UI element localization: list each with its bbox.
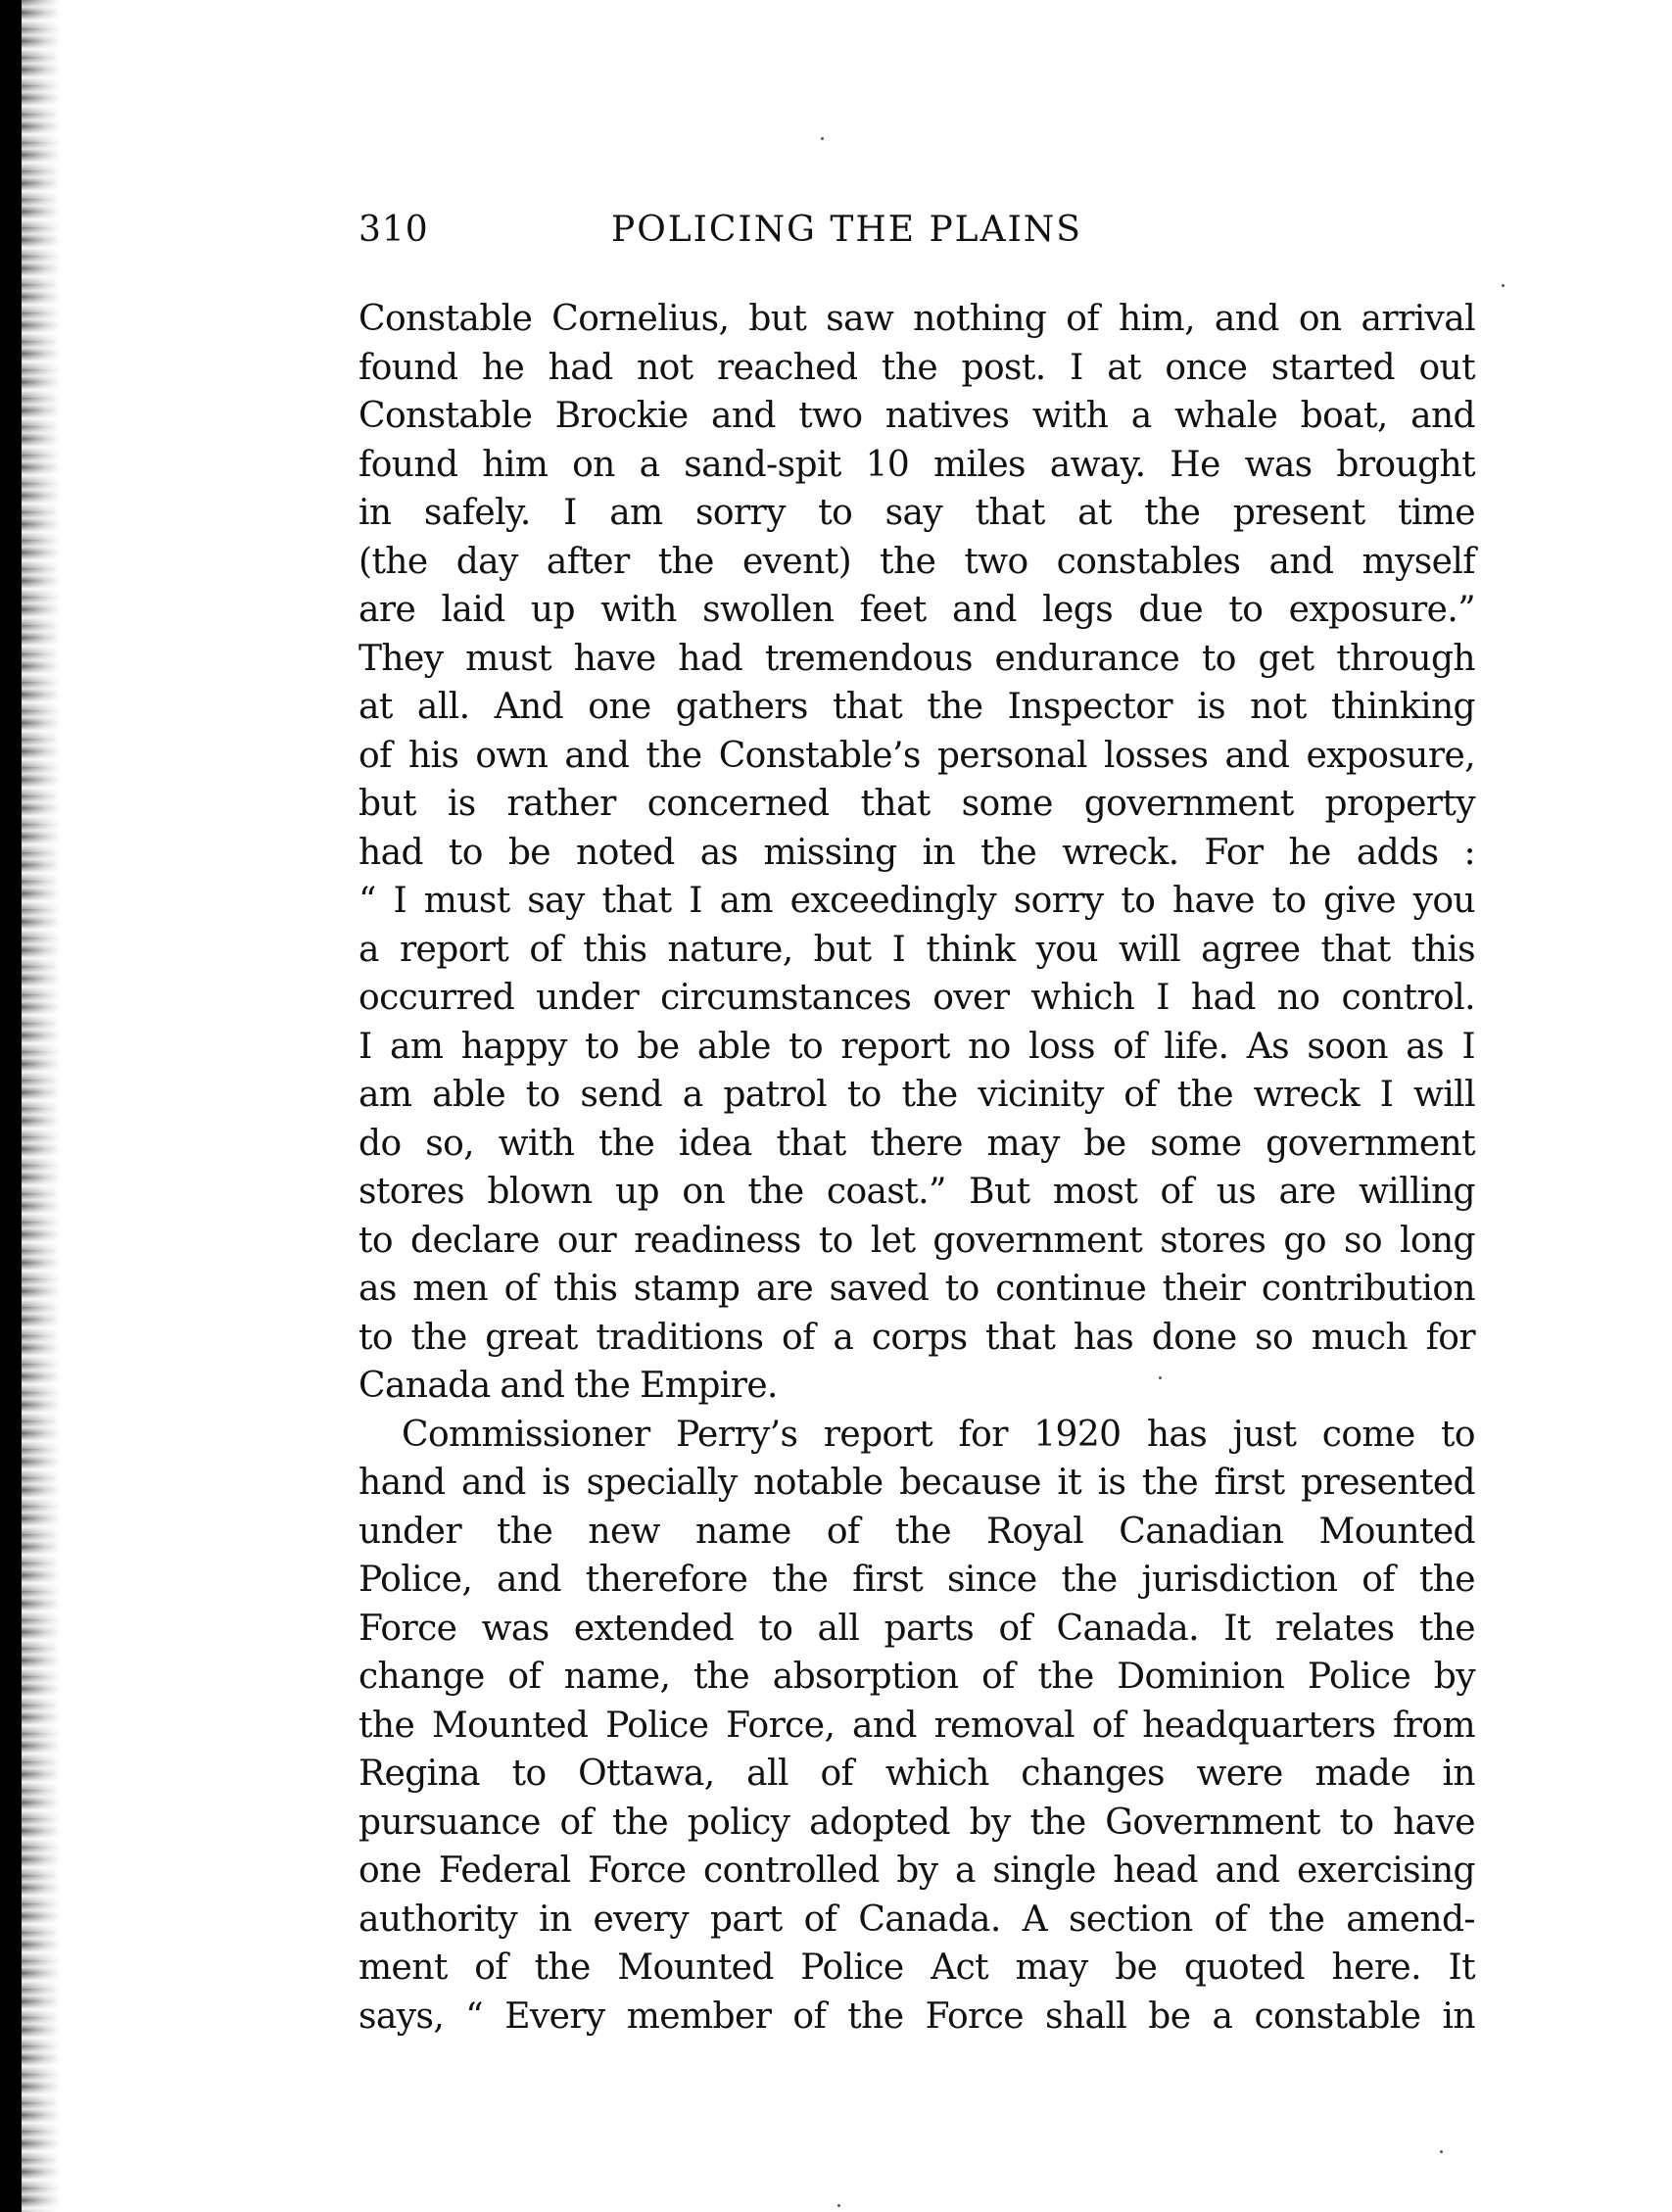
text-line: Commissioner Perry’s report for 1920 has just come to — [402, 1414, 1475, 1455]
text-line: stores blown up on the coast.” But most of us are willing — [358, 1172, 1475, 1212]
paragraph-1 — [358, 295, 1475, 1411]
text-line: hand and is specially notable because it is the first presented — [358, 1463, 1475, 1503]
text-line: of his own and the Constable’s personal losses and exposure, — [358, 735, 1475, 776]
text-line: Canada and the Empire. — [358, 1366, 778, 1406]
text-line: Constable Brockie and two natives with a whale boat, and — [358, 396, 1475, 436]
text-line: had to be noted as missing in the wreck. For he adds : — [358, 832, 1475, 873]
text-line: occurred under circumstances over which I had no control. — [358, 978, 1475, 1018]
text-line: I am happy to be able to report no loss of life. As soon as I — [358, 1026, 1475, 1067]
text-line: found him on a sand-spit 10 miles away. He was brought — [358, 444, 1475, 485]
text-line: at all. And one gathers that the Inspector is not thinking — [358, 687, 1475, 727]
body-text — [358, 295, 1475, 2041]
running-title: POLICING THE PLAINS — [611, 210, 1082, 250]
text-line: one Federal Force controlled by a single head and exercising — [358, 1851, 1475, 1891]
text-line: change of name, the absorption of the Dominion Police by — [358, 1657, 1475, 1697]
text-line: Regina to Ottawa, all of which changes were made in — [358, 1754, 1475, 1794]
paragraph-2 — [358, 1411, 1475, 2042]
text-line: Constable Cornelius, but saw nothing of him, and on arrival — [358, 299, 1475, 339]
text-line: (the day after the event) the two constables and myself — [358, 541, 1475, 582]
book-page — [358, 201, 1475, 2041]
text-line: ment of the Mounted Police Act may be quoted here. It — [358, 1948, 1475, 1988]
running-head — [358, 201, 1475, 260]
text-line: under the new name of the Royal Canadian Mounted — [358, 1511, 1475, 1552]
text-line: found he had not reached the post. I at once started out — [358, 347, 1475, 388]
scanned-binding-edge — [0, 0, 22, 2212]
text-line: am able to send a patrol to the vicinity of the wreck I will — [358, 1075, 1475, 1115]
text-line: says, “ Every member of the Force shall be a constable in — [358, 1996, 1475, 2037]
text-line: Force was extended to all parts of Canada. It relates the — [358, 1608, 1475, 1649]
text-line: are laid up with swollen feet and legs due to exposure.” — [358, 590, 1475, 630]
text-line: “ I must say that I am exceedingly sorry to have to give you — [358, 881, 1475, 921]
text-line: a report of this nature, but I think you will agree that this — [358, 929, 1475, 970]
page-number: 310 — [358, 210, 429, 250]
text-line: in safely. I am sorry to say that at the present time — [358, 493, 1475, 533]
scanned-binding-shadow — [22, 0, 61, 2212]
text-line: the Mounted Police Force, and removal of headquarters from — [358, 1705, 1475, 1746]
text-line: to declare our readiness to let government stores go so long — [358, 1220, 1475, 1261]
text-line: pursuance of the policy adopted by the Government to have — [358, 1802, 1475, 1843]
text-line: Police, and therefore the first since the jurisdiction of the — [358, 1560, 1475, 1600]
text-line: but is rather concerned that some government property — [358, 784, 1475, 824]
text-line: do so, with the idea that there may be some government — [358, 1123, 1475, 1164]
text-line: They must have had tremendous endurance to get through — [358, 638, 1475, 679]
text-line: as men of this stamp are saved to continue their contribution — [358, 1269, 1475, 1309]
text-line: authority in every part of Canada. A section of the amend- — [358, 1899, 1475, 1940]
text-line: to the great traditions of a corps that has done so much for — [358, 1317, 1475, 1358]
